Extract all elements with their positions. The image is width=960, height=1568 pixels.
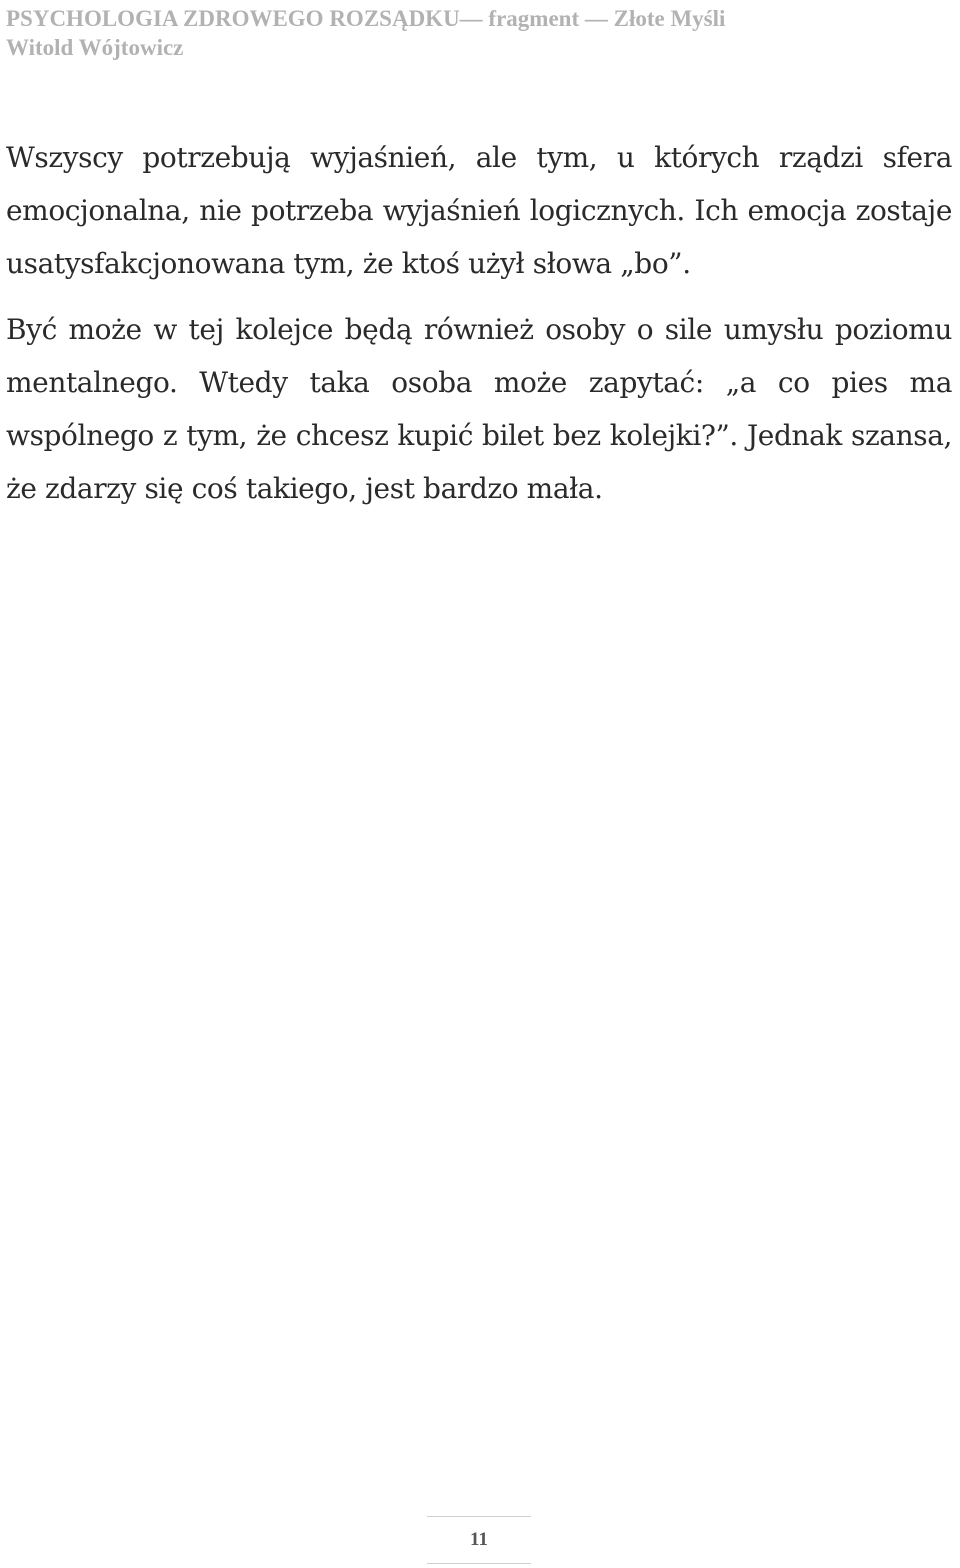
running-header — [6, 4, 946, 62]
page-number-label: 11 — [470, 1529, 488, 1550]
paragraph: Wszyscy potrzebują wyjaśnień, ale tym, u których rządzi sfera emocjonalna, nie potrzeba wyjaśnień logicznych. Ich emocja zostaje usatysfakcjonowana tym, że ktoś użył słowa „bo”. — [6, 141, 952, 280]
header-author: Witold Wójtowicz — [6, 35, 184, 60]
paragraph: Być może w tej kolejce będą również osoby o sile umysłu poziomu mentalnego. Wtedy taka osoba może zapytać: „a co pies ma wspólnego z tym, że chcesz kupić bilet bez kolejki?”. Jednak szansa, że zdarzy się coś takiego, jest bardzo mała. — [6, 313, 952, 505]
page-body — [6, 131, 952, 515]
header-title: PSYCHOLOGIA ZDROWEGO ROZSĄDKU— fragment — Złote Myśli — [6, 6, 726, 31]
page-number — [427, 1516, 531, 1564]
